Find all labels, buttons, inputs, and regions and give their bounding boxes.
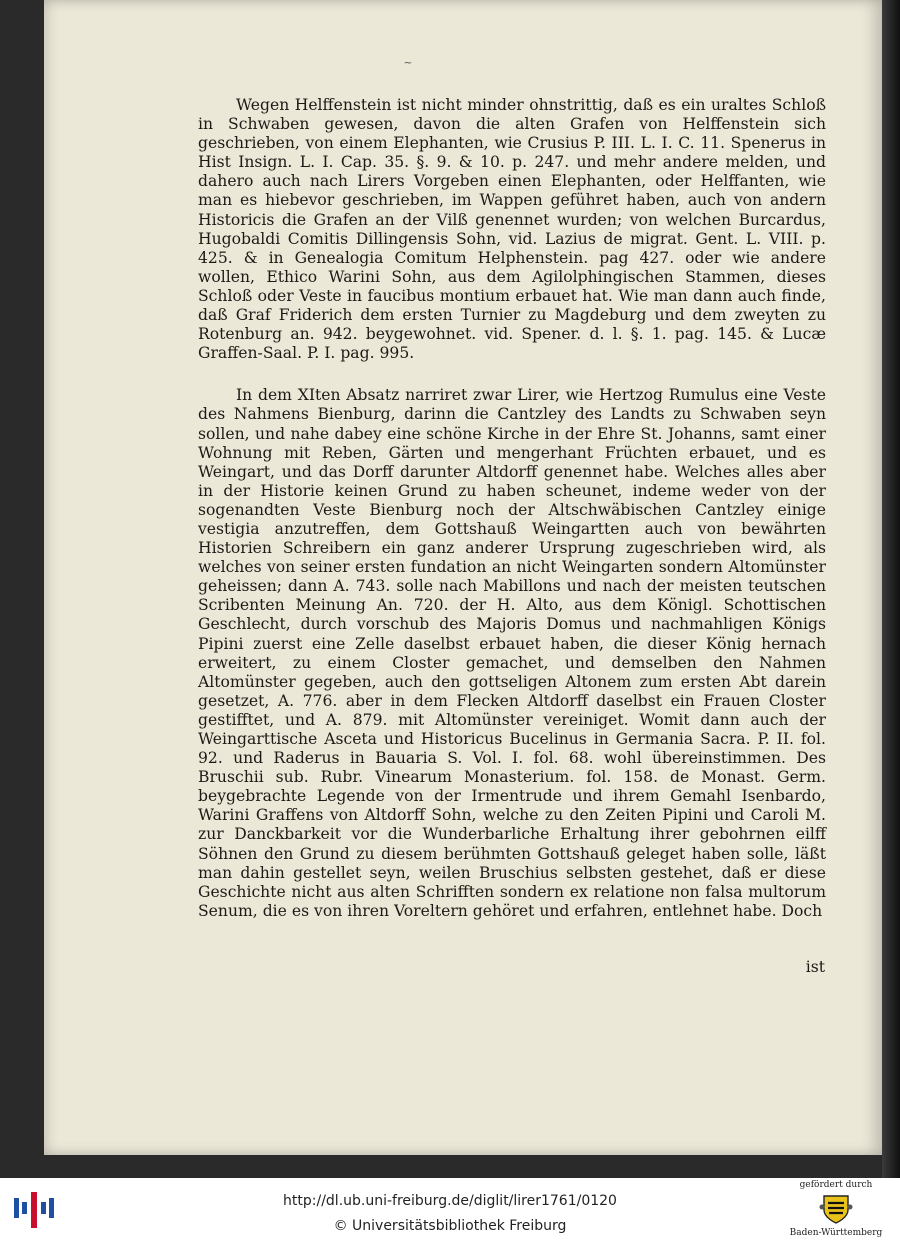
- coat-of-arms-icon: [819, 1192, 853, 1226]
- paragraph-2-text: In dem XIten Absatz narriret zwar Lirer, wie Hertzog Rumulus eine Veste des Nahmens Bienburg, darinn die Cantzley des Landts zu Schwaben seyn sollen, und nahe dabey eine schöne Kirche in der Ehre St. Johanns, samt einer Wohnung mit Reben, Gärten und mengerhant Früchten erbauet, und es Weingart, und das Dorff darunter Altdorff genennet habe. Welches alles aber in der Historie keinen Grund zu haben scheunet, indeme weder von der sogenandten Veste Bienburg noch der Altschwäbischen Cantzley einige vestigia anzutreffen, dem Gottshauß Weingartten auch von bewährten Historien Schreibern ein ganz anderer Ursprung zugeschrieben wird, als welches von seiner ersten fundation an nicht Weingarten sondern Altomünster geheissen; dann A. 743. solle nach Mabillons und nach der meisten teutschen Scribenten Meinung An. 720. der H. Alto, aus dem Königl. Schottischen Geschlecht, durch vorschub des Majoris Domus und nachmahligen Königs Pipini zuerst eine Zelle daselbst erbauet haben, die dieser König hernach erweitert, zu einem Closter gemachet, und demselben den Nahmen Altomünster gegeben, auch den gottseligen Altonem zum ersten Abt darein gesetzet, A. 776. aber in dem Flecken Altdorff daselbst ein Frauen Closter gestifftet, und A. 879. mit Altomünster vereiniget. Womit dann auch der Weingarttische Asceta und Historicus Bucelinus in Germania Sacra. P. II. fol. 92. und Raderus in Bauaria S. Vol. I. fol. 68. wohl übereinstimmen. Des Bruschii sub. Rubr. Vinearum Monasterium. fol. 158. de Monast. Germ. beygebrachte Legende von der Irmentrude und ihrem Gemahl Isenbardo, Warini Graffens von Altdorff Sohn, welche zu den Zeiten Pipini und Caroli M. zur Danckbarkeit vor die Wunderbarliche Erhaltung ihrer gebohrnen eilff Söhnen den Grund zu diesem berühmten Gottshauß geleget haben solle, läßt man dahin gestellet seyn, weilen Bruschius selbsten gestehet, daß er diese Geschichte nicht aus alten Schrifften sondern ex relatione non falsa multorum Senum, die es von ihren Voreltern gehöret und erfahren, entlehnet habe. Doch: [198, 386, 826, 920]
- catchword: ist: [805, 958, 825, 976]
- paragraph-helffenstein: [198, 96, 826, 363]
- sponsor-label: gefördert durch: [799, 1180, 873, 1190]
- page-text-body: [198, 96, 826, 921]
- page-ornament-mark: ~: [403, 56, 413, 69]
- sponsor-state-name: Baden-Württemberg: [789, 1228, 883, 1238]
- paragraph-1-text: Wegen Helffenstein ist nicht minder ohnstrittig, daß es ein uraltes Schloß in Schwaben gewesen, davon die alten Grafen von Helffenstein sich geschrieben, von einem Elephanten, wie Crusius P. III. L. I. C. 11. Spenerus in Hist Insign. L. I. Cap. 35. §. 9. & 10. p. 247. und mehr andere melden, und dahero auch nach Lirers Vorgeben einen Elephanten, oder Helffanten, wie man es hiebevor geschrieben, im Wappen geführet haben, auch von andern Historicis die Grafen an der Vilß genennet wurden; von welchen Burcardus, Hugobaldi Comitis Dillingensis Sohn, vid. Lazius de migrat. Gent. L. VIII. p. 425. & in Genealogia Comitum Helphenstein. pag 427. oder wie andere wollen, Ethico Warini Sohn, aus dem Agilolphingischen Stammen, dieses Schloß oder Veste in faucibus montium erbauet hat. Wie man dann auch finde, daß Graf Friderich dem ersten Turnier zu Magdeburg und dem zweyten zu Rotenburg an. 942. beygewohnet. vid. Spener. d. l. §. 1. pag. 145. & Lucæ Graffen-Saal. P. I. pag. 995.: [198, 96, 826, 363]
- sponsor-block: [786, 1180, 886, 1240]
- page-edge-shadow: [882, 0, 900, 1178]
- footer-url-link[interactable]: http://dl.ub.uni-freiburg.de/diglit/lirer1761/0120: [283, 1193, 617, 1209]
- paragraph-bienburg: [198, 386, 826, 921]
- footer-copyright: © Universitätsbibliothek Freiburg: [333, 1218, 567, 1234]
